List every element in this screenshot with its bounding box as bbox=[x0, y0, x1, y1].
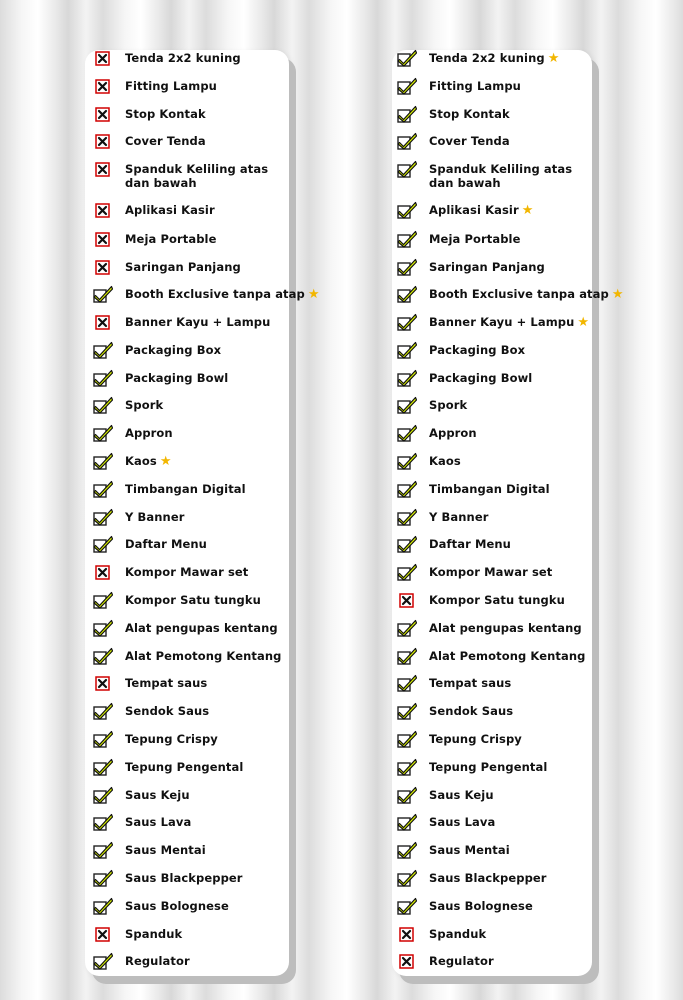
check-icon bbox=[93, 424, 113, 442]
checklist-item bbox=[93, 371, 228, 387]
item-label: Tepung Crispy bbox=[429, 732, 522, 746]
item-label: Spork bbox=[125, 398, 164, 412]
check-icon bbox=[397, 132, 417, 150]
item-label: Stop Kontak bbox=[429, 107, 510, 121]
check-icon bbox=[397, 841, 417, 859]
check-icon bbox=[93, 452, 113, 470]
check-icon bbox=[397, 258, 417, 276]
checklist-item bbox=[93, 482, 246, 498]
check-icon bbox=[397, 285, 417, 303]
checklist-item bbox=[93, 871, 243, 887]
item-label: Cover Tenda bbox=[125, 134, 206, 148]
checklist-item bbox=[397, 482, 550, 498]
item-label: Packaging Bowl bbox=[429, 371, 533, 385]
cross-icon bbox=[93, 201, 113, 219]
item-label: Saus Bolognese bbox=[429, 899, 533, 913]
cross-icon bbox=[93, 132, 113, 150]
checklist-item bbox=[397, 79, 521, 95]
checklist-item bbox=[93, 79, 217, 95]
item-label: Alat Pemotong Kentang bbox=[429, 649, 586, 663]
check-icon bbox=[93, 341, 113, 359]
checklist-item bbox=[397, 954, 494, 970]
checklist-item bbox=[93, 676, 207, 692]
check-icon bbox=[93, 897, 113, 915]
check-icon bbox=[397, 647, 417, 665]
item-label: Saus Lava bbox=[429, 815, 496, 829]
item-label: Stop Kontak bbox=[125, 107, 206, 121]
cross-icon bbox=[93, 925, 113, 943]
check-icon bbox=[93, 758, 113, 776]
item-label: Packaging Box bbox=[125, 343, 222, 357]
checklist-item bbox=[397, 315, 589, 331]
checklist-item bbox=[397, 927, 486, 943]
check-icon bbox=[93, 841, 113, 859]
item-label: Saus Keju bbox=[429, 788, 494, 802]
check-icon bbox=[397, 897, 417, 915]
check-icon bbox=[93, 285, 113, 303]
checklist-item bbox=[93, 537, 207, 553]
cross-icon bbox=[93, 77, 113, 95]
checklist-item bbox=[397, 565, 552, 581]
checklist-item bbox=[93, 649, 282, 665]
checklist-item bbox=[397, 260, 545, 276]
check-icon bbox=[93, 480, 113, 498]
checklist-item bbox=[397, 593, 565, 609]
item-label: Aplikasi Kasir bbox=[429, 203, 519, 217]
item-label: Saringan Panjang bbox=[429, 260, 545, 274]
item-label: Tepung Pengental bbox=[429, 760, 548, 774]
checklist-item bbox=[93, 454, 171, 470]
checklist-item bbox=[397, 676, 511, 692]
check-icon bbox=[397, 730, 417, 748]
checklist-item bbox=[397, 899, 533, 915]
check-icon bbox=[397, 77, 417, 95]
item-label: Regulator bbox=[125, 954, 190, 968]
check-icon bbox=[397, 619, 417, 637]
check-icon bbox=[397, 452, 417, 470]
item-label: Y Banner bbox=[125, 510, 185, 524]
checklist-item bbox=[93, 232, 216, 248]
checklist-item bbox=[397, 537, 511, 553]
item-label: Y Banner bbox=[429, 510, 489, 524]
checklist-item bbox=[93, 315, 270, 331]
item-label: Daftar Menu bbox=[125, 537, 207, 551]
checklist-item bbox=[93, 788, 190, 804]
cross-icon bbox=[397, 591, 417, 609]
checklist-item bbox=[397, 398, 467, 414]
item-label: Tempat saus bbox=[125, 676, 208, 690]
check-icon bbox=[397, 424, 417, 442]
check-icon bbox=[397, 201, 417, 219]
item-label: Spork bbox=[429, 398, 468, 412]
item-label: Fitting Lampu bbox=[429, 79, 521, 93]
check-icon bbox=[397, 160, 417, 178]
item-label: Spanduk Keliling atas dan bawah bbox=[429, 162, 573, 190]
item-label: Appron bbox=[429, 426, 477, 440]
item-label: Alat pengupas kentang bbox=[429, 621, 582, 635]
checklist-item bbox=[397, 426, 477, 442]
checklist-item bbox=[397, 51, 559, 67]
checklist-item bbox=[397, 732, 522, 748]
check-icon bbox=[93, 508, 113, 526]
checklist-item bbox=[397, 371, 532, 387]
check-icon bbox=[397, 49, 417, 67]
item-label: Timbangan Digital bbox=[429, 482, 550, 496]
checklist-item bbox=[397, 134, 510, 150]
item-label: Tepung Pengental bbox=[125, 760, 244, 774]
checklist-item bbox=[397, 454, 461, 470]
checklist-item bbox=[397, 760, 547, 776]
checklist-item bbox=[93, 287, 320, 303]
item-label: Kaos bbox=[429, 454, 461, 468]
checklist-item bbox=[93, 927, 182, 943]
check-icon bbox=[93, 396, 113, 414]
check-icon bbox=[93, 952, 113, 970]
star-icon: ★ bbox=[521, 203, 534, 218]
checklist-item bbox=[397, 621, 582, 637]
item-label: Fitting Lampu bbox=[125, 79, 217, 93]
check-icon bbox=[397, 396, 417, 414]
item-label: Meja Portable bbox=[125, 232, 217, 246]
item-label: Alat Pemotong Kentang bbox=[125, 649, 282, 663]
item-label: Saus Mentai bbox=[125, 843, 206, 857]
item-label: Kaos bbox=[125, 454, 157, 468]
check-icon bbox=[397, 869, 417, 887]
star-icon: ★ bbox=[307, 287, 320, 302]
item-label: Tepung Crispy bbox=[125, 732, 218, 746]
check-icon bbox=[93, 619, 113, 637]
check-icon bbox=[397, 563, 417, 581]
checklist-item bbox=[397, 871, 547, 887]
checklist-item bbox=[93, 260, 241, 276]
check-icon bbox=[93, 535, 113, 553]
checklist-item bbox=[93, 593, 261, 609]
item-label: Saus Mentai bbox=[429, 843, 510, 857]
checklist-item bbox=[93, 203, 215, 219]
item-label: Regulator bbox=[429, 954, 494, 968]
checklist-item bbox=[93, 565, 248, 581]
checklist-item bbox=[93, 134, 206, 150]
checklist-item bbox=[93, 621, 278, 637]
checklist-item bbox=[93, 107, 206, 123]
item-label: Kompor Satu tungku bbox=[429, 593, 565, 607]
checklist-item bbox=[397, 510, 489, 526]
item-label: Saus Blackpepper bbox=[125, 871, 243, 885]
cross-icon bbox=[93, 160, 113, 178]
item-label: Packaging Box bbox=[429, 343, 526, 357]
checklist-item bbox=[93, 426, 173, 442]
check-icon bbox=[93, 702, 113, 720]
item-label: Cover Tenda bbox=[429, 134, 510, 148]
checklist-item bbox=[93, 843, 206, 859]
cross-icon bbox=[93, 258, 113, 276]
checklist-item bbox=[93, 162, 275, 190]
item-label: Sendok Saus bbox=[429, 704, 514, 718]
checklist-item bbox=[93, 760, 243, 776]
cross-icon bbox=[93, 674, 113, 692]
item-label: Saus Bolognese bbox=[125, 899, 229, 913]
cross-icon bbox=[93, 563, 113, 581]
item-label: Kompor Satu tungku bbox=[125, 593, 261, 607]
check-icon bbox=[93, 813, 113, 831]
item-label: Tenda 2x2 kuning bbox=[429, 51, 545, 65]
item-label: Saus Blackpepper bbox=[429, 871, 547, 885]
check-icon bbox=[397, 535, 417, 553]
check-icon bbox=[93, 786, 113, 804]
cross-icon bbox=[93, 49, 113, 67]
cross-icon bbox=[397, 925, 417, 943]
checklist-item bbox=[397, 815, 495, 831]
item-label: Kompor Mawar set bbox=[429, 565, 553, 579]
check-icon bbox=[397, 702, 417, 720]
item-label: Daftar Menu bbox=[429, 537, 511, 551]
item-label: Alat pengupas kentang bbox=[125, 621, 278, 635]
checklist-item bbox=[93, 732, 218, 748]
checklist-item bbox=[397, 843, 510, 859]
star-icon: ★ bbox=[577, 315, 590, 330]
checklist-item bbox=[93, 51, 241, 67]
checklist-item bbox=[397, 232, 520, 248]
item-label: Kompor Mawar set bbox=[125, 565, 249, 579]
item-label: Spanduk bbox=[125, 927, 183, 941]
check-icon bbox=[93, 647, 113, 665]
item-label: Timbangan Digital bbox=[125, 482, 246, 496]
item-label: Saus Keju bbox=[125, 788, 190, 802]
checklist-item bbox=[93, 954, 190, 970]
check-icon bbox=[93, 730, 113, 748]
star-icon: ★ bbox=[547, 51, 560, 66]
checklist-item bbox=[397, 107, 510, 123]
check-icon bbox=[93, 591, 113, 609]
check-icon bbox=[397, 758, 417, 776]
star-icon: ★ bbox=[159, 454, 172, 469]
check-icon bbox=[397, 480, 417, 498]
item-label: Saus Lava bbox=[125, 815, 192, 829]
item-label: Appron bbox=[125, 426, 173, 440]
item-label: Aplikasi Kasir bbox=[125, 203, 215, 217]
checklist-item bbox=[397, 704, 513, 720]
item-label: Spanduk bbox=[429, 927, 487, 941]
cross-icon bbox=[397, 952, 417, 970]
checklist-item bbox=[397, 649, 586, 665]
check-icon bbox=[397, 230, 417, 248]
checklist-item bbox=[93, 899, 229, 915]
item-label: Booth Exclusive tanpa atap bbox=[429, 287, 609, 301]
item-label: Banner Kayu + Lampu bbox=[125, 315, 271, 329]
check-icon bbox=[397, 105, 417, 123]
cross-icon bbox=[93, 105, 113, 123]
check-icon bbox=[93, 369, 113, 387]
check-icon bbox=[397, 813, 417, 831]
item-label: Spanduk Keliling atas dan bawah bbox=[125, 162, 269, 190]
cross-icon bbox=[93, 230, 113, 248]
item-label: Booth Exclusive tanpa atap bbox=[125, 287, 305, 301]
checklist-item bbox=[93, 343, 221, 359]
check-icon bbox=[397, 508, 417, 526]
check-icon bbox=[93, 869, 113, 887]
checklist-item bbox=[397, 788, 494, 804]
checklist-item bbox=[397, 203, 533, 219]
item-label: Tempat saus bbox=[429, 676, 512, 690]
item-label: Meja Portable bbox=[429, 232, 521, 246]
checklist-item bbox=[93, 704, 209, 720]
checklist-item bbox=[397, 162, 579, 190]
checklist-item bbox=[397, 343, 525, 359]
cross-icon bbox=[93, 313, 113, 331]
item-label: Sendok Saus bbox=[125, 704, 210, 718]
checklist-item bbox=[93, 398, 163, 414]
check-icon bbox=[397, 674, 417, 692]
checklist-item bbox=[397, 287, 624, 303]
item-label: Banner Kayu + Lampu bbox=[429, 315, 575, 329]
checklist-item bbox=[93, 510, 185, 526]
item-label: Tenda 2x2 kuning bbox=[125, 51, 241, 65]
item-label: Saringan Panjang bbox=[125, 260, 241, 274]
item-label: Packaging Bowl bbox=[125, 371, 229, 385]
check-icon bbox=[397, 313, 417, 331]
check-icon bbox=[397, 369, 417, 387]
check-icon bbox=[397, 786, 417, 804]
checklist-item bbox=[93, 815, 191, 831]
check-icon bbox=[397, 341, 417, 359]
star-icon: ★ bbox=[611, 287, 624, 302]
